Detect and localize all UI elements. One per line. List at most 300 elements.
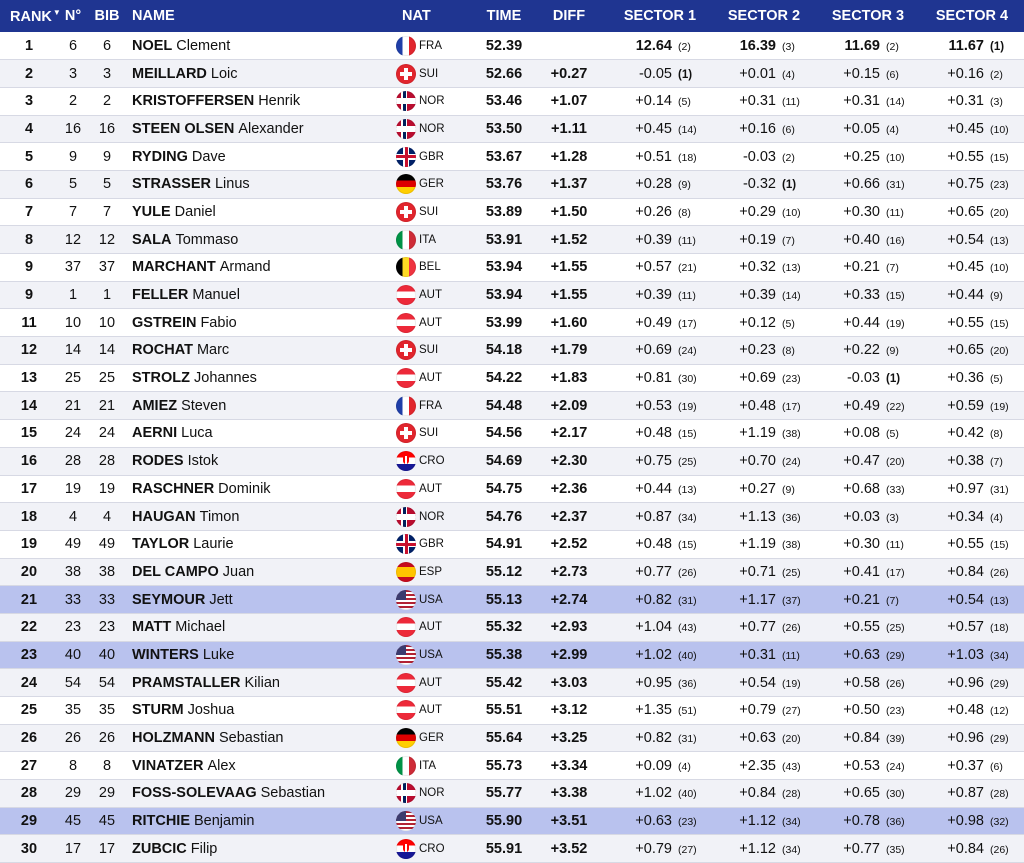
athlete-name-cell[interactable] xyxy=(126,724,396,752)
nation-code: AUT xyxy=(419,372,442,385)
sector-value: +1.19 xyxy=(739,425,776,442)
sector-4-cell xyxy=(920,530,1024,558)
table-row[interactable] xyxy=(0,60,1024,88)
sector-value: +2.35 xyxy=(739,757,776,774)
athlete-name-cell[interactable] xyxy=(126,226,396,254)
sector-rank: (27) xyxy=(678,843,697,856)
sector-rank: (39) xyxy=(886,733,905,746)
athlete-name-cell[interactable] xyxy=(126,613,396,641)
sector-value: +0.68 xyxy=(843,480,880,497)
athlete-name-cell[interactable] xyxy=(126,835,396,863)
athlete-first-name: Johannes xyxy=(194,370,257,387)
rank-cell: 20 xyxy=(20,563,38,580)
athlete-name-cell[interactable] xyxy=(126,254,396,282)
number-cell: 16 xyxy=(64,120,82,137)
sector-value: +0.14 xyxy=(635,93,672,110)
sector-rank: (6) xyxy=(782,123,795,136)
number-cell: 26 xyxy=(64,730,82,747)
col-header-nat[interactable]: NAT xyxy=(402,8,431,24)
sector-value: +0.45 xyxy=(947,259,984,276)
sector-rank: (4) xyxy=(678,760,691,773)
rank-cell: 15 xyxy=(20,425,38,442)
sector-4-cell xyxy=(920,558,1024,586)
rank-cell: 29 xyxy=(20,813,38,830)
sector-value: +0.49 xyxy=(843,397,880,414)
number-cell: 19 xyxy=(64,480,82,497)
table-row[interactable] xyxy=(0,641,1024,669)
sector-value: +0.44 xyxy=(947,287,984,304)
col-header-rank[interactable]: RANK▼ xyxy=(10,7,61,25)
bib-cell: 12 xyxy=(98,231,116,248)
nation-code: AUT xyxy=(419,676,442,689)
nation-code: GER xyxy=(419,178,444,191)
number-cell: 5 xyxy=(68,176,78,193)
number-cell: 54 xyxy=(64,674,82,691)
athlete-last-name: YULE xyxy=(132,203,171,220)
sector-rank: (17) xyxy=(886,566,905,579)
time-cell: 55.42 xyxy=(485,674,523,691)
flag-icon xyxy=(396,230,416,250)
sector-rank: (2) xyxy=(782,151,795,164)
athlete-first-name: Timon xyxy=(199,508,240,525)
sector-4-cell xyxy=(920,613,1024,641)
athlete-name-cell[interactable] xyxy=(126,641,396,669)
sector-3-cell xyxy=(816,337,920,365)
diff-cell: +2.09 xyxy=(550,397,588,414)
sector-value: +0.51 xyxy=(635,148,672,165)
athlete-last-name: PRAMSTALLER xyxy=(132,674,241,691)
table-row[interactable] xyxy=(0,337,1024,365)
athlete-first-name: Fabio xyxy=(200,314,237,331)
bib-cell: 6 xyxy=(102,37,112,54)
col-header-sector-1[interactable]: SECTOR 1 xyxy=(623,8,697,24)
sector-rank: (31) xyxy=(886,179,905,192)
sector-1-cell xyxy=(608,669,712,697)
athlete-name-cell[interactable] xyxy=(126,697,396,725)
sector-1-cell xyxy=(608,724,712,752)
athlete-name-cell[interactable] xyxy=(126,364,396,392)
sector-value: +0.75 xyxy=(635,453,672,470)
athlete-name-cell[interactable] xyxy=(126,420,396,448)
flag-icon xyxy=(396,507,416,527)
athlete-last-name: RODES xyxy=(132,453,184,470)
sector-value: +0.27 xyxy=(739,480,776,497)
athlete-last-name: AERNI xyxy=(132,425,178,442)
sector-value: +1.19 xyxy=(739,536,776,553)
sector-2-cell xyxy=(712,87,816,115)
sector-value: +0.41 xyxy=(843,563,880,580)
sector-2-cell xyxy=(712,392,816,420)
rank-cell: 19 xyxy=(20,536,38,553)
bib-cell: 7 xyxy=(102,203,112,220)
sector-value: +0.44 xyxy=(635,480,672,497)
nation-code: NOR xyxy=(419,122,445,135)
sector-2-cell xyxy=(712,503,816,531)
table-row[interactable] xyxy=(0,475,1024,503)
sector-2-cell xyxy=(712,143,816,171)
number-cell: 45 xyxy=(64,813,82,830)
sector-value: +0.29 xyxy=(739,203,776,220)
table-row[interactable] xyxy=(0,503,1024,531)
flag-icon xyxy=(396,174,416,194)
sector-value: +0.63 xyxy=(739,730,776,747)
athlete-name-cell[interactable] xyxy=(126,530,396,558)
table-row[interactable] xyxy=(0,835,1024,863)
col-header-bib[interactable]: BIB xyxy=(94,8,120,24)
sector-value: +0.22 xyxy=(843,342,880,359)
bib-cell: 29 xyxy=(98,785,116,802)
sector-rank: (14) xyxy=(886,96,905,109)
sector-2-cell xyxy=(712,115,816,143)
sector-1-cell xyxy=(608,475,712,503)
athlete-first-name: Sebastian xyxy=(218,730,284,747)
athlete-first-name: Laurie xyxy=(193,536,234,553)
table-header-row xyxy=(0,0,1024,32)
table-row[interactable] xyxy=(0,309,1024,337)
sector-1-cell xyxy=(608,337,712,365)
table-row[interactable] xyxy=(0,143,1024,171)
athlete-name-cell[interactable] xyxy=(126,198,396,226)
table-row[interactable] xyxy=(0,586,1024,614)
sector-1-cell xyxy=(608,364,712,392)
sector-rank: (3) xyxy=(990,96,1003,109)
number-cell: 12 xyxy=(64,231,82,248)
diff-cell: +3.12 xyxy=(550,702,588,719)
athlete-name-cell[interactable] xyxy=(126,558,396,586)
athlete-name-cell[interactable] xyxy=(126,780,396,808)
sector-2-cell xyxy=(712,475,816,503)
sector-value: +0.79 xyxy=(739,702,776,719)
diff-cell: +1.11 xyxy=(551,120,587,137)
sector-rank: (25) xyxy=(782,566,801,579)
rank-cell: 21 xyxy=(20,591,38,608)
sector-1-cell xyxy=(608,752,712,780)
athlete-first-name: Sebastian xyxy=(260,785,326,802)
athlete-name-cell[interactable] xyxy=(126,586,396,614)
athlete-last-name: RYDING xyxy=(132,148,188,165)
sector-3-cell xyxy=(816,807,920,835)
number-cell: 7 xyxy=(68,203,78,220)
diff-cell: +2.37 xyxy=(550,508,588,525)
col-header-diff[interactable]: DIFF xyxy=(552,8,586,24)
athlete-name-cell[interactable] xyxy=(126,143,396,171)
athlete-name-cell[interactable] xyxy=(126,32,396,60)
diff-cell: +3.51 xyxy=(550,813,588,830)
athlete-name-cell[interactable] xyxy=(126,392,396,420)
sector-3-cell xyxy=(816,475,920,503)
sector-2-cell xyxy=(712,697,816,725)
athlete-name-cell[interactable] xyxy=(126,60,396,88)
sector-value: +0.98 xyxy=(947,813,984,830)
sector-rank: (4) xyxy=(782,68,795,81)
results-body xyxy=(0,32,1024,863)
sector-value: +0.37 xyxy=(947,757,984,774)
sector-value: +0.82 xyxy=(635,730,672,747)
sector-3-cell xyxy=(816,198,920,226)
sector-rank: (29) xyxy=(990,677,1009,690)
sector-2-cell xyxy=(712,226,816,254)
sector-3-cell xyxy=(816,752,920,780)
sector-value: +1.13 xyxy=(739,508,776,525)
sector-rank: (51) xyxy=(678,705,697,718)
sector-rank: (7) xyxy=(886,262,899,275)
nation-cell xyxy=(396,641,478,669)
bib-cell: 9 xyxy=(102,148,112,165)
sector-rank: (10) xyxy=(782,206,801,219)
diff-cell: +2.73 xyxy=(550,563,588,580)
athlete-name-cell[interactable] xyxy=(126,87,396,115)
sort-desc-icon[interactable]: ▼ xyxy=(52,7,61,17)
sector-rank: (16) xyxy=(886,234,905,247)
table-row[interactable] xyxy=(0,254,1024,282)
sector-value: +0.78 xyxy=(843,813,880,830)
nation-cell xyxy=(396,780,478,808)
flag-icon xyxy=(396,423,416,443)
nation-cell xyxy=(396,392,478,420)
athlete-name-cell[interactable] xyxy=(126,503,396,531)
diff-cell: +1.83 xyxy=(550,370,588,387)
col-header-sector-3[interactable]: SECTOR 3 xyxy=(831,8,905,24)
diff-cell: +1.52 xyxy=(550,231,588,248)
table-row[interactable] xyxy=(0,392,1024,420)
nation-cell xyxy=(396,254,478,282)
sector-2-cell xyxy=(712,752,816,780)
sector-rank: (31) xyxy=(990,483,1009,496)
diff-cell: +2.52 xyxy=(550,536,588,553)
sector-rank: (11) xyxy=(678,234,696,247)
rank-cell: 3 xyxy=(24,93,34,110)
col-header-sector-2[interactable]: SECTOR 2 xyxy=(727,8,801,24)
flag-icon xyxy=(396,368,416,388)
athlete-name-cell[interactable] xyxy=(126,752,396,780)
sector-value: +0.53 xyxy=(843,757,880,774)
sector-value: +0.50 xyxy=(843,702,880,719)
nation-code: CRO xyxy=(419,842,445,855)
nation-cell xyxy=(396,281,478,309)
sector-value: +0.84 xyxy=(843,730,880,747)
time-cell: 52.66 xyxy=(485,65,523,82)
sector-2-cell xyxy=(712,337,816,365)
sector-value: +0.48 xyxy=(947,702,984,719)
time-cell: 54.18 xyxy=(485,342,523,359)
flag-icon xyxy=(396,811,416,831)
col-header-sector-4[interactable]: SECTOR 4 xyxy=(935,8,1009,24)
table-row[interactable] xyxy=(0,558,1024,586)
diff-cell xyxy=(530,32,608,60)
sector-value: +0.33 xyxy=(843,287,880,304)
bib-cell: 37 xyxy=(98,259,116,276)
sector-value: -0.32 xyxy=(742,176,776,193)
sector-rank: (19) xyxy=(990,400,1009,413)
table-row[interactable] xyxy=(0,669,1024,697)
rank-cell: 5 xyxy=(24,148,34,165)
sector-value: +0.31 xyxy=(947,93,984,110)
table-row[interactable] xyxy=(0,613,1024,641)
sector-rank: (15) xyxy=(990,151,1009,164)
athlete-first-name: Tommaso xyxy=(175,231,239,248)
sector-1-cell xyxy=(608,198,712,226)
sector-4-cell xyxy=(920,420,1024,448)
athlete-last-name: HOLZMANN xyxy=(132,730,215,747)
sector-rank: (27) xyxy=(782,705,801,718)
sector-3-cell xyxy=(816,447,920,475)
sector-4-cell xyxy=(920,697,1024,725)
table-row[interactable] xyxy=(0,420,1024,448)
sector-value: +0.71 xyxy=(739,563,776,580)
sector-2-cell xyxy=(712,641,816,669)
nation-code: NOR xyxy=(419,787,445,800)
sector-rank: (33) xyxy=(886,483,905,496)
sector-rank: (19) xyxy=(678,400,697,413)
rank-cell: 18 xyxy=(20,508,38,525)
sector-rank: (20) xyxy=(782,733,801,746)
sector-3-cell xyxy=(816,87,920,115)
sector-1-cell xyxy=(608,558,712,586)
sector-rank: (11) xyxy=(678,290,696,303)
nation-code: FRA xyxy=(419,39,442,52)
rank-cell: 1 xyxy=(24,37,34,54)
sector-3-cell xyxy=(816,226,920,254)
sector-rank: (28) xyxy=(990,788,1009,801)
rank-cell: 24 xyxy=(20,674,38,691)
col-header-name[interactable]: NAME xyxy=(132,8,175,24)
athlete-name-cell[interactable] xyxy=(126,669,396,697)
athlete-name-cell[interactable] xyxy=(126,337,396,365)
sector-2-cell xyxy=(712,281,816,309)
table-row[interactable] xyxy=(0,87,1024,115)
sector-value: +0.21 xyxy=(843,591,880,608)
athlete-first-name: Michael xyxy=(175,619,226,636)
athlete-name-cell[interactable] xyxy=(126,475,396,503)
table-row[interactable] xyxy=(0,364,1024,392)
sector-rank: (40) xyxy=(678,649,697,662)
sector-value: +0.96 xyxy=(947,674,984,691)
sector-value: +0.39 xyxy=(739,287,776,304)
sector-rank: (3) xyxy=(782,40,795,53)
athlete-name-cell[interactable] xyxy=(126,170,396,198)
sector-rank: (8) xyxy=(782,345,795,358)
athlete-last-name: GSTREIN xyxy=(132,314,197,331)
table-row[interactable] xyxy=(0,807,1024,835)
nation-cell xyxy=(396,586,478,614)
sector-2-cell xyxy=(712,724,816,752)
table-row[interactable] xyxy=(0,780,1024,808)
flag-icon xyxy=(396,119,416,139)
sector-4-cell xyxy=(920,586,1024,614)
sector-4-cell xyxy=(920,281,1024,309)
nation-cell xyxy=(396,475,478,503)
sector-value: +0.87 xyxy=(635,508,672,525)
time-cell: 55.13 xyxy=(485,591,523,608)
sector-1-cell xyxy=(608,780,712,808)
athlete-name-cell[interactable] xyxy=(126,309,396,337)
time-cell: 54.48 xyxy=(485,397,523,414)
table-row[interactable] xyxy=(0,752,1024,780)
sector-4-cell xyxy=(920,447,1024,475)
table-row[interactable] xyxy=(0,697,1024,725)
athlete-name-cell[interactable] xyxy=(126,281,396,309)
sector-rank: (34) xyxy=(678,511,697,524)
sector-rank: (26) xyxy=(886,677,905,690)
table-row[interactable] xyxy=(0,530,1024,558)
col-header-time[interactable]: TIME xyxy=(486,8,522,24)
time-cell: 55.12 xyxy=(485,563,523,580)
sector-rank: (38) xyxy=(782,428,801,441)
table-row[interactable] xyxy=(0,447,1024,475)
sector-3-cell xyxy=(816,281,920,309)
sector-4-cell xyxy=(920,226,1024,254)
nation-code: ESP xyxy=(419,565,443,578)
table-row[interactable] xyxy=(0,170,1024,198)
athlete-name-cell[interactable] xyxy=(126,807,396,835)
nation-cell xyxy=(396,115,478,143)
table-row[interactable] xyxy=(0,226,1024,254)
nation-code: CRO xyxy=(419,455,445,468)
sector-2-cell xyxy=(712,420,816,448)
sector-value: +0.42 xyxy=(947,425,984,442)
table-row[interactable] xyxy=(0,32,1024,60)
sector-value: +0.96 xyxy=(947,730,984,747)
sector-4-cell xyxy=(920,752,1024,780)
sector-4-cell xyxy=(920,724,1024,752)
athlete-name-cell[interactable] xyxy=(126,447,396,475)
sector-value: +0.01 xyxy=(739,65,776,82)
sector-3-cell xyxy=(816,613,920,641)
table-row[interactable] xyxy=(0,198,1024,226)
flag-icon xyxy=(396,839,416,859)
sector-rank: (26) xyxy=(990,843,1009,856)
nation-cell xyxy=(396,835,478,863)
sector-value: +0.77 xyxy=(635,563,672,580)
sector-value: +0.75 xyxy=(947,176,984,193)
sector-value: +0.95 xyxy=(635,674,672,691)
sector-4-cell xyxy=(920,254,1024,282)
rank-cell: 23 xyxy=(20,646,38,663)
time-cell: 53.50 xyxy=(485,120,523,137)
number-cell: 17 xyxy=(64,840,82,857)
number-cell: 24 xyxy=(64,425,82,442)
sector-4-cell xyxy=(920,392,1024,420)
sector-rank: (32) xyxy=(990,816,1009,829)
sector-rank: (21) xyxy=(678,262,697,275)
rank-cell: 4 xyxy=(24,120,34,137)
table-row[interactable] xyxy=(0,281,1024,309)
diff-cell: +2.17 xyxy=(550,425,588,442)
diff-cell: +3.38 xyxy=(550,785,588,802)
sector-1-cell xyxy=(608,447,712,475)
sector-rank: (35) xyxy=(886,843,905,856)
time-cell: 54.75 xyxy=(485,480,523,497)
table-row[interactable] xyxy=(0,724,1024,752)
number-cell: 2 xyxy=(68,93,78,110)
athlete-last-name: STURM xyxy=(132,702,184,719)
sector-value: +0.65 xyxy=(843,785,880,802)
athlete-last-name: RITCHIE xyxy=(132,813,190,830)
col-header-no[interactable]: N° xyxy=(64,8,82,24)
sector-rank: (5) xyxy=(990,373,1003,386)
table-row[interactable] xyxy=(0,115,1024,143)
bib-cell: 24 xyxy=(98,425,116,442)
nation-cell xyxy=(396,143,478,171)
sector-1-cell xyxy=(608,309,712,337)
number-cell: 1 xyxy=(68,287,78,304)
sector-value: +0.19 xyxy=(739,231,776,248)
flag-icon xyxy=(396,783,416,803)
sector-value: +0.36 xyxy=(947,370,984,387)
athlete-name-cell[interactable] xyxy=(126,115,396,143)
sector-rank: (5) xyxy=(678,96,691,109)
bib-cell: 54 xyxy=(98,674,116,691)
